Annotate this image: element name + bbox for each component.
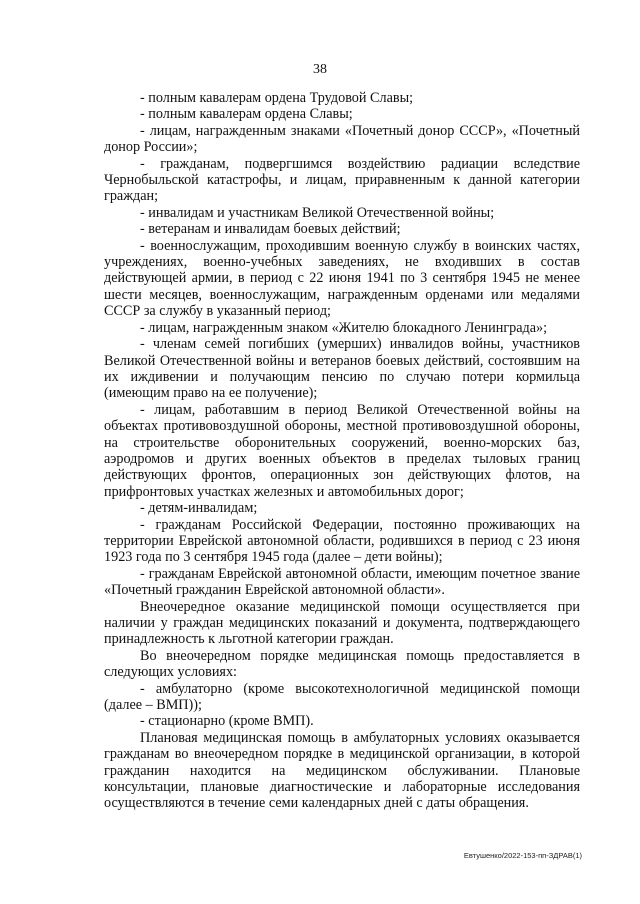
paragraph: - детям-инвалидам;	[140, 500, 258, 517]
paragraph: - полным кавалерам ордена Славы;	[140, 106, 353, 123]
body-text	[104, 90, 580, 812]
paragraph: - военнослужащим, проходившим военную службу в воинских частях, учреждениях, военно-учебных заведениях, не входивших в состав действующей армии, в период с 22 июня 1941 по 3 сентября 1945 не менее шести месяцев, военнослужащим, награжденным орденами или медалями СССР за службу в указанный период;	[104, 237, 580, 320]
paragraph: - гражданам Еврейской автономной области, имеющим почетное звание «Почетный гражданин Еврейской автономной области».	[104, 565, 580, 599]
paragraph: - лицам, работавшим в период Великой Отечественной войны на объектах противовоздушной обороны, местной противовоздушной обороны, на строительстве оборонительных сооружений, военно-морских баз, аэродромов и других военных объектов в пределах тыловых границ действующих фронтов, операционных зон действующих флотов, на прифронтовых участках железных и автомобильных дорог;	[104, 401, 580, 500]
footer-code: Евтушенко/2022-153-пп-ЗДРАВ(1)	[463, 851, 582, 860]
paragraph: Внеочередное оказание медицинской помощи осуществляется при наличии у граждан медицинских показаний и документа, подтверждающего принадлежность к льготной категории граждан.	[104, 598, 580, 648]
paragraph: - ветеранам и инвалидам боевых действий;	[140, 221, 401, 238]
paragraph: - полным кавалерам ордена Трудовой Славы;	[140, 90, 414, 106]
paragraph: - амбулаторно (кроме высокотехнологичной медицинской помощи (далее – ВМП));	[104, 680, 580, 714]
paragraph: - лицам, награжденным знаком «Жителю блокадного Ленинграда»;	[140, 319, 548, 336]
paragraph: - гражданам, подвергшимся воздействию радиации вследствие Чернобыльской катастрофы, и лицам, приравненным к данной категории граждан;	[104, 155, 580, 205]
paragraph: - лицам, награжденным знаками «Почетный донор СССР», «Почетный донор России»;	[104, 122, 580, 156]
paragraph: - инвалидам и участникам Великой Отечественной войны;	[140, 204, 495, 221]
paragraph: - членам семей погибших (умерших) инвалидов войны, участников Великой Отечественной войны и ветеранов боевых действий, состоявшим на их иждивении и получающим пенсию по случаю потери кормильца (имеющим право на ее получение);	[104, 336, 580, 402]
page-number: 38	[313, 62, 327, 77]
paragraph: Во внеочередном порядке медицинская помощь предоставляется в следующих условиях:	[104, 647, 580, 681]
paragraph: - стационарно (кроме ВМП).	[140, 713, 314, 730]
paragraph: Плановая медицинская помощь в амбулаторных условиях оказывается гражданам во внеочередном порядке в медицинской организации, в которой гражданин находится на медицинском обслуживании. Плановые консультации, плановые диагностические и лабораторные исследования осуществляются в течение семи календарных дней с даты обращения.	[104, 729, 580, 812]
paragraph: - гражданам Российской Федерации, постоянно проживающих на территории Еврейской автономной области, родившихся в период с 23 июня 1923 года по 3 сентября 1945 года (далее – дети войны);	[104, 516, 580, 566]
